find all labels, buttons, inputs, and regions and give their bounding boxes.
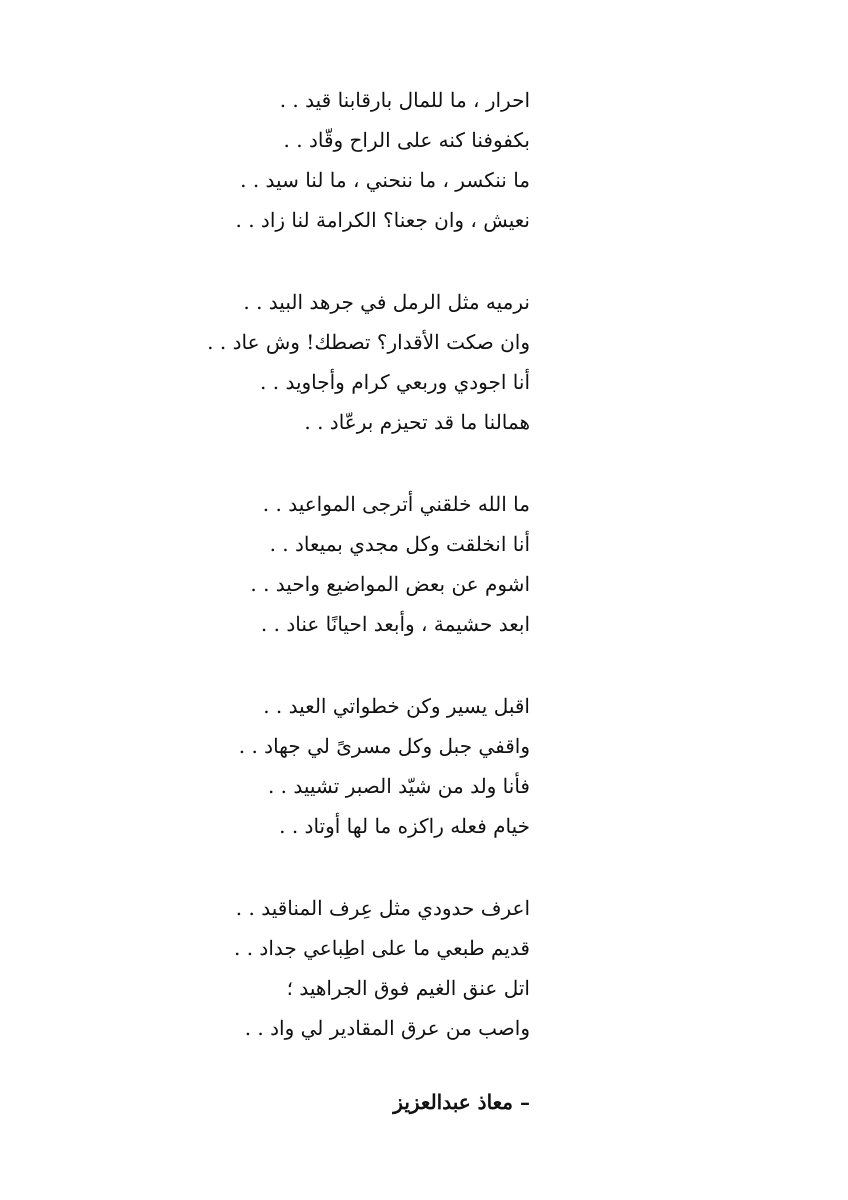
poem-line: قديم طبعي ما على اطِباعي جداد . .	[234, 936, 530, 960]
poem	[207, 80, 570, 1090]
poem-line: ما الله خلقني أترجى المواعيد . .	[262, 492, 530, 516]
stanza	[207, 282, 570, 442]
poem-line: فأنا ولد من شيّد الصبر تشييد . .	[267, 774, 530, 798]
poem-line: نرميه مثل الرمل في جرهد البيد . .	[243, 290, 530, 314]
poem-line: واقفي جبل وكل مسرىً لي جهاد . .	[238, 734, 530, 758]
stanza	[230, 686, 570, 846]
poem-line: همالنا ما قد تحيزم برعّاد . .	[304, 410, 530, 434]
poem-line: وان صكت الأقدار؟ تصطك! وش عاد . .	[207, 330, 530, 354]
poem-line: احرار ، ما للمال بارقابنا قيد . .	[279, 88, 530, 112]
poem-line: واصب من عرق المقادير لي واد . .	[244, 1016, 530, 1040]
poem-line: اشوم عن بعض المواضيع واحيد . .	[250, 572, 530, 596]
stanza	[230, 484, 570, 644]
poem-line: خيام فعله راكزه ما لها أوتاد . .	[279, 814, 530, 838]
author-signature: – معاذ عبدالعزيز	[393, 1090, 530, 1114]
stanza	[230, 888, 570, 1048]
stanza	[230, 80, 570, 240]
poem-line: اتل عنق الغيم فوق الجراهيد ؛	[286, 976, 530, 1000]
poem-line: اقبل يسير وكن خطواتي العيد . .	[263, 694, 530, 718]
poem-line: بكفوفنا كنه على الراح وقّاد . .	[283, 128, 530, 152]
poem-line: اعرف حدودي مثل عِرف المناقيد . .	[235, 896, 530, 920]
poem-line: أنا اجودي وربعي كرام وأجاويد . .	[260, 370, 530, 394]
poem-line: ما ننكسر ، ما ننحني ، ما لنا سيد . .	[240, 168, 530, 192]
poem-line: ابعد حشيمة ، وأبعد احيانًا عناد . .	[260, 612, 530, 636]
poem-line: أنا انخلقت وكل مجدي بميعاد . .	[269, 532, 530, 556]
poem-line: نعيش ، وان جعنا؟ الكرامة لنا زاد . .	[235, 208, 530, 232]
